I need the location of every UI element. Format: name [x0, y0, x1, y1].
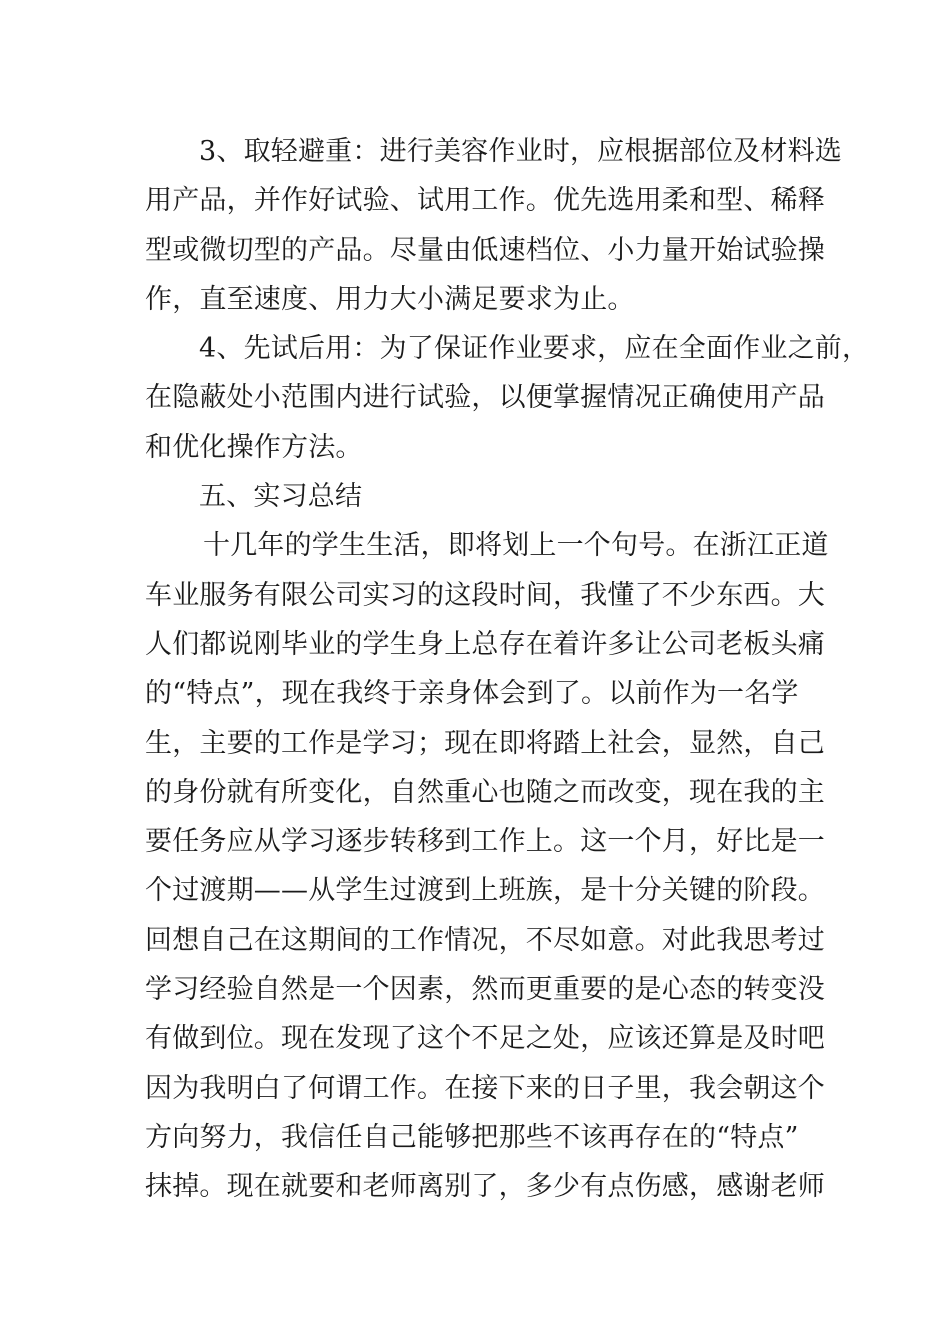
text-line: 和优化操作方法。	[145, 431, 363, 463]
paragraph-item-4	[145, 324, 870, 472]
text-line: 4、先试后用：为了保证作业要求，应在全面作业之前，	[199, 333, 870, 365]
text-line: 回想自己在这期间的工作情况，不尽如意。对此我思考过	[145, 924, 825, 956]
text-line: 生，主要的工作是学习；现在即将踏上社会，显然，自己	[145, 727, 825, 759]
text-line: 的身份就有所变化，自然重心也随之而改变，现在我的主	[145, 776, 825, 808]
text-line: 车业服务有限公司实习的这段时间，我懂了不少东西。大	[145, 579, 825, 611]
paragraph-summary	[145, 521, 829, 1211]
section-heading-text: 五、实习总结	[199, 481, 363, 513]
text-line: 在隐蔽处小范围内进行试验，以便掌握情况正确使用产品	[145, 382, 825, 414]
text-line: 用产品，并作好试验、试用工作。优先选用柔和型、稀释	[145, 185, 825, 217]
text-line: 学习经验自然是一个因素，然而更重要的是心态的转变没	[145, 974, 825, 1006]
text-line: 个过渡期——从学生过渡到上班族，是十分关键的阶段。	[145, 875, 825, 907]
text-line: 的“特点”，现在我终于亲身体会到了。以前作为一名学	[145, 678, 799, 710]
paragraph-item-3	[145, 127, 842, 324]
text-line: 抹掉。现在就要和老师离别了，多少有点伤感，感谢老师	[145, 1171, 825, 1203]
text-line: 有做到位。现在发现了这个不足之处，应该还算是及时吧	[145, 1023, 825, 1055]
text-line: 方向努力，我信任自己能够把那些不该再存在的“特点”	[145, 1121, 799, 1153]
text-line: 3、取轻避重：进行美容作业时，应根据部位及材料选	[199, 136, 842, 167]
text-line: 作，直至速度、用力大小满足要求为止。	[145, 283, 635, 315]
text-line: 因为我明白了何谓工作。在接下来的日子里，我会朝这个	[145, 1072, 825, 1104]
section-heading	[145, 472, 813, 521]
document-body	[145, 127, 870, 1212]
text-line: 人们都说刚毕业的学生身上总存在着许多让公司老板头痛	[145, 628, 825, 660]
text-line: 型或微切型的产品。尽量由低速档位、小力量开始试验操	[145, 234, 825, 266]
text-line: 要任务应从学习逐步转移到工作上。这一个月，好比是一	[145, 826, 825, 858]
text-line: 十几年的学生生活，即将划上一个句号。在浙江正道	[203, 530, 829, 562]
